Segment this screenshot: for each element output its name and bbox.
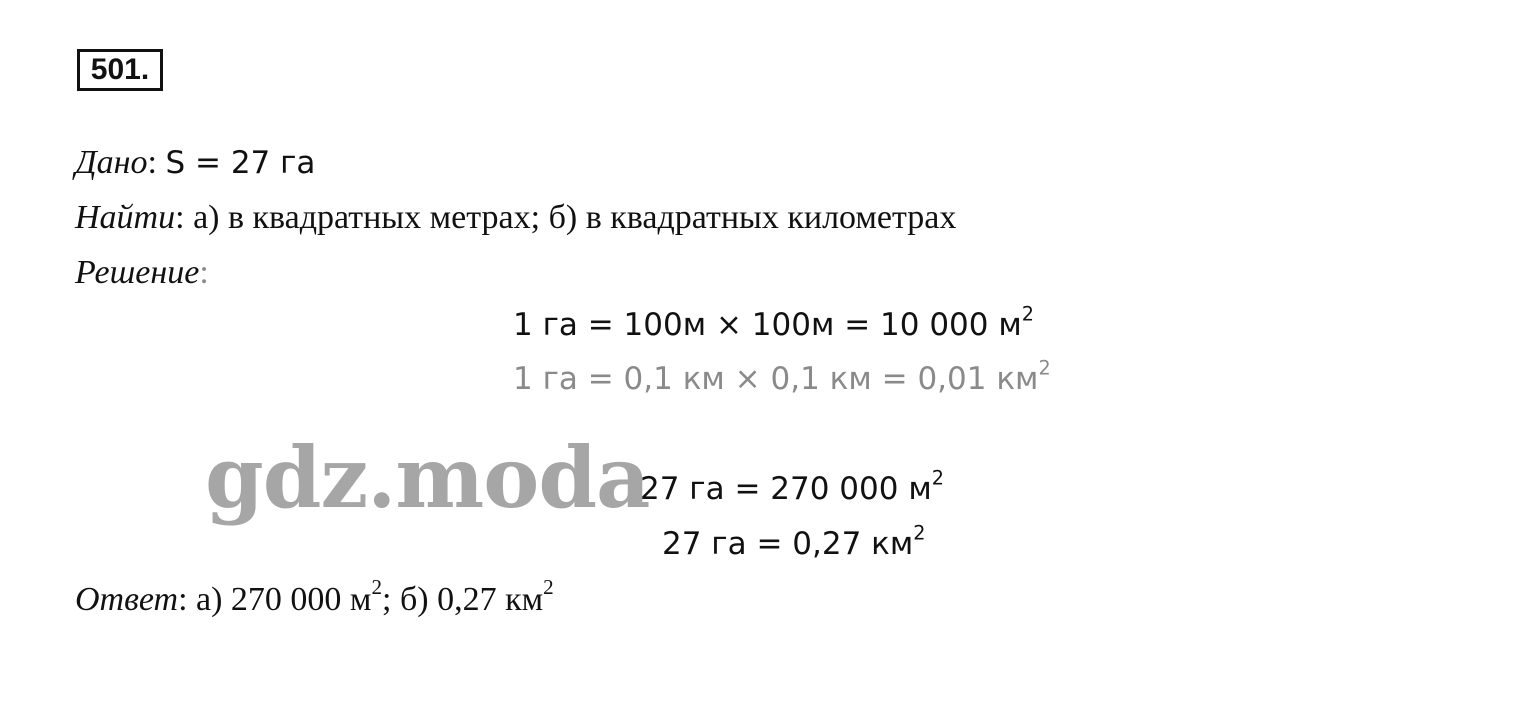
- result-km2: [662, 521, 926, 563]
- problem-number: 501.: [77, 49, 163, 91]
- watermark-logo: gdz.moda: [205, 428, 650, 527]
- solution-line: [75, 253, 209, 293]
- answer-colon: :: [178, 581, 188, 618]
- conversion-km2-expression: 1 га = 0,1 км × 0,1 км = 0,01 км: [513, 361, 1039, 397]
- find-text: а) в квадратных метрах; б) в квадратных километрах: [193, 199, 957, 236]
- result-m2-power: 2: [931, 466, 944, 490]
- conversion-km2-power: 2: [1038, 356, 1051, 380]
- conversion-hectare-to-m2: [513, 302, 1034, 344]
- conversion-hectare-to-km2: [513, 356, 1051, 398]
- given-label: Дано: [75, 144, 148, 181]
- given-expression: S = 27 га: [165, 145, 316, 181]
- result-km2-expression: 27 га = 0,27 км: [662, 526, 914, 562]
- answer-part-a-power: 2: [371, 575, 382, 600]
- solution-colon: :: [199, 254, 209, 291]
- conversion-m2-expression: 1 га = 100м × 100м = 10 000 м: [513, 307, 1022, 343]
- result-m2-expression: 27 га = 270 000 м: [640, 471, 932, 507]
- result-km2-power: 2: [913, 521, 926, 545]
- solution-label: Решение: [75, 254, 200, 291]
- result-m2: [640, 466, 944, 508]
- answer-part-b-power: 2: [543, 575, 554, 600]
- answer-line: [75, 575, 554, 620]
- answer-label: Ответ: [75, 581, 179, 618]
- conversion-m2-power: 2: [1021, 302, 1034, 326]
- given-colon: :: [147, 144, 157, 181]
- find-label: Найти: [75, 199, 176, 236]
- answer-part-a: а) 270 000 м: [196, 581, 372, 618]
- answer-separator: ;: [382, 581, 400, 618]
- given-line: [75, 143, 315, 183]
- answer-part-b: б) 0,27 км: [399, 581, 544, 618]
- find-line: [75, 198, 956, 238]
- find-colon: :: [175, 199, 185, 236]
